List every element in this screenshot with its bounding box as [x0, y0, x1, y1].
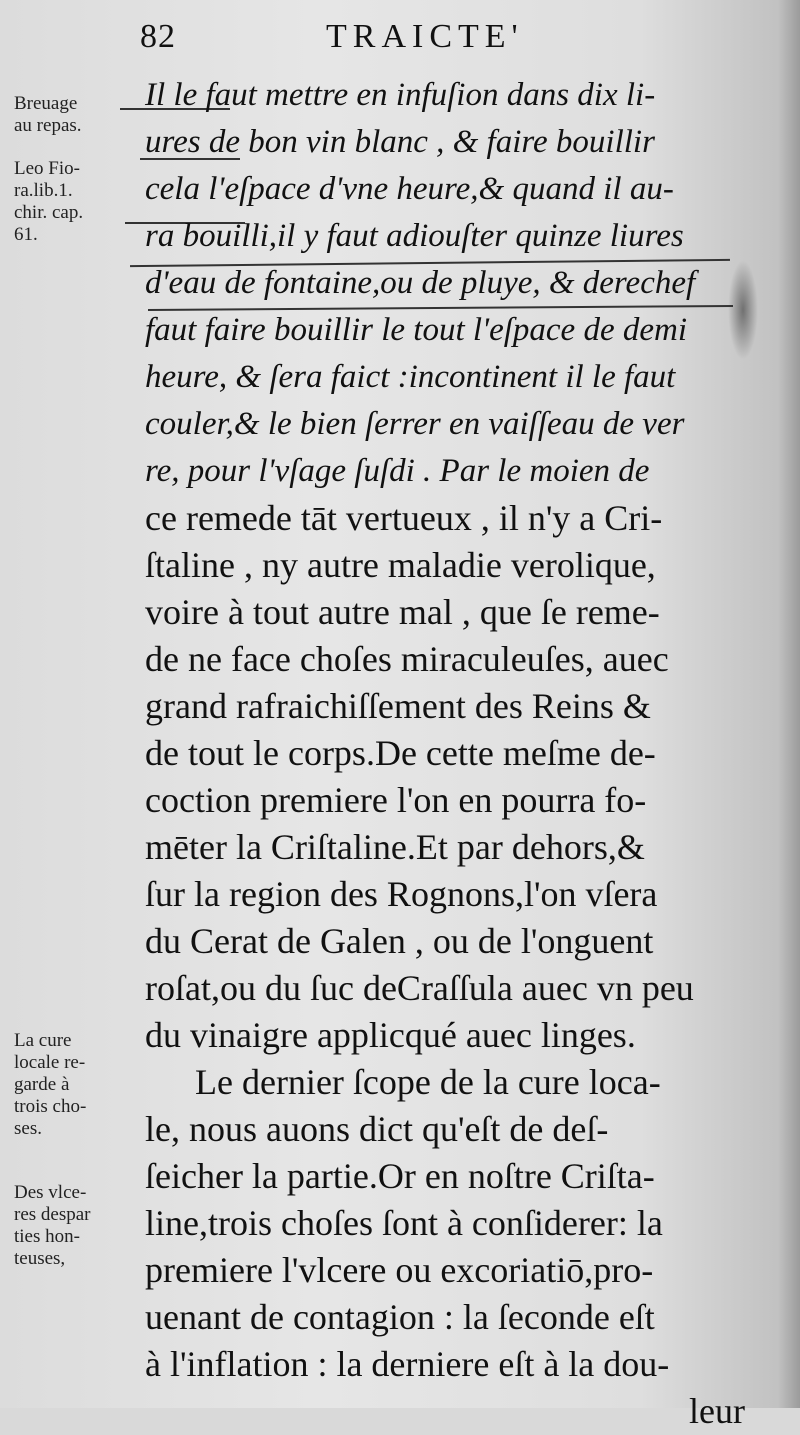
text-line: roſat,ou du ſuc deCraſſula auec vn peu [145, 968, 694, 1008]
text-line: de tout le corps.De cette meſme de- [145, 733, 656, 773]
margin-note-line: locale re- [14, 1052, 86, 1073]
body-text [145, 72, 745, 1435]
text-line: d'eau de fontaine,ou de pluye, & derechef [145, 265, 696, 301]
text-line: couler,& le bien ſerrer en vaiſſeau de ver [145, 406, 685, 442]
margin-note-breuage [14, 93, 132, 137]
text-line: à l'inflation : la derniere eſt à la dou- [145, 1344, 670, 1384]
page-fold-shadow [778, 0, 800, 1408]
text-line: re, pour l'vſage ſuſdi . Par le moien de [145, 453, 650, 489]
catchword: leur [689, 1391, 745, 1431]
text-line: faut faire bouillir le tout l'eſpace de demi [145, 312, 687, 348]
margin-note-line: ses. [14, 1118, 42, 1139]
text-line: mēter la Criſtaline.Et par dehors,& [145, 827, 645, 867]
running-title: TRAICTE' [326, 18, 524, 55]
text-line: voire à tout autre mal , que ſe reme- [145, 592, 660, 632]
text-line: coction premiere l'on en pourra fo- [145, 780, 647, 820]
margin-note-leo-fioravanti [14, 158, 134, 246]
margin-note-line: Des vlce- [14, 1182, 87, 1203]
margin-note-line: trois cho- [14, 1096, 87, 1117]
margin-note-line: res despar [14, 1204, 91, 1225]
margin-note-line: chir. cap. [14, 202, 84, 223]
text-line: cela l'eſpace d'vne heure,& quand il au- [145, 171, 674, 207]
margin-note-line: ties hon- [14, 1226, 80, 1247]
text-line: premiere l'vlcere ou excoriatiō,pro- [145, 1250, 654, 1290]
margin-note-line: ra.lib.1. [14, 180, 73, 201]
text-line: ra bouilli,il y faut adiouſter quinze liures [145, 218, 684, 254]
margin-note-line: Leo Fio- [14, 158, 80, 179]
text-line: heure, & ſera faict :incontinent il le faut [145, 359, 676, 395]
margin-note-line: au repas. [14, 115, 82, 136]
text-line: ſeicher la partie.Or en noſtre Criſta- [145, 1156, 655, 1196]
text-line: le, nous auons dict qu'eſt de deſ- [145, 1109, 609, 1149]
margin-note-vlceres [14, 1182, 136, 1270]
margin-note-line: garde à [14, 1074, 70, 1095]
page-number: 82 [140, 18, 176, 55]
margin-note-cure-locale [14, 1030, 136, 1140]
text-line: Le dernier ſcope de la cure loca- [195, 1062, 661, 1102]
text-line: grand rafraichiſſement des Reins & [145, 686, 651, 726]
text-line: ſur la region des Rognons,l'on vſera [145, 874, 658, 914]
text-line: uenant de contagion : la ſeconde eſt [145, 1297, 655, 1337]
margin-note-line: La cure [14, 1030, 72, 1051]
page-header [140, 18, 740, 68]
text-line: du Cerat de Galen , ou de l'onguent [145, 921, 654, 961]
text-line: de ne face choſes miraculeuſes, auec [145, 639, 669, 679]
margin-note-line: Breuage [14, 93, 78, 114]
text-line: ures de bon vin blanc , & faire bouillir [145, 124, 655, 160]
text-line: du vinaigre applicqué auec linges. [145, 1015, 636, 1055]
margin-note-line: 61. [14, 224, 38, 245]
margin-note-line: teuses, [14, 1248, 66, 1269]
text-line: ſtaline , ny autre maladie verolique, [145, 545, 656, 585]
text-line: Il le faut mettre en infuſion dans dix li- [145, 77, 656, 113]
text-line: ce remede tāt vertueux , il n'y a Cri- [145, 498, 663, 538]
text-line: line,trois choſes ſont à conſiderer: la [145, 1203, 663, 1243]
